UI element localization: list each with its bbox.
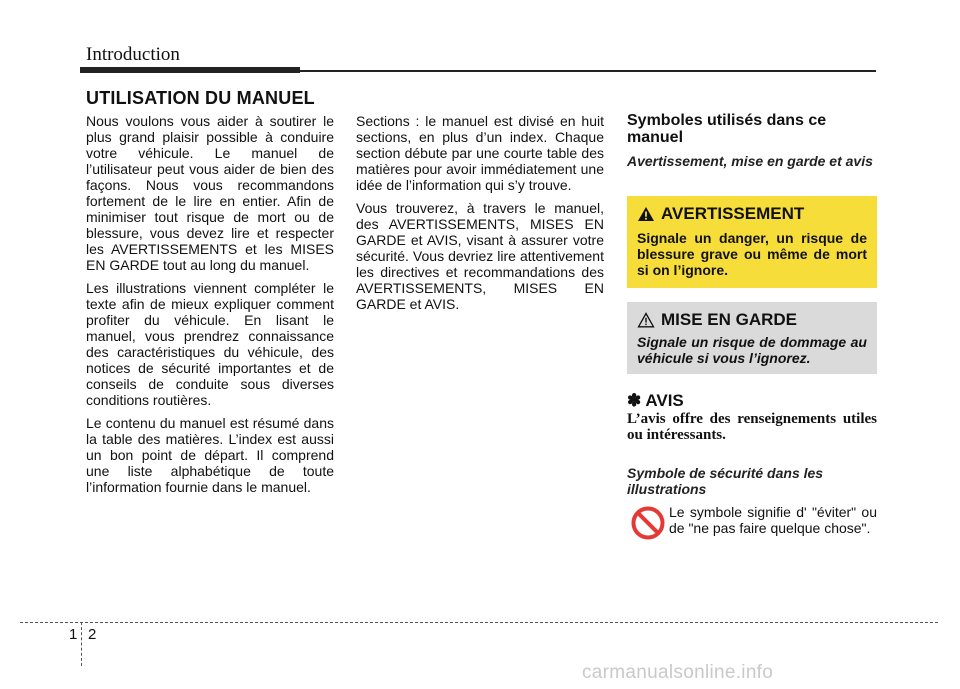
chapter-number: 1 [69, 626, 78, 643]
column-2 [356, 113, 604, 319]
caution-text: Signale un risque de dommage au véhicule si vous l’ignorez. [637, 334, 867, 366]
caution-header [637, 310, 867, 330]
warning-text: Signale un danger, un risque de blessure grave ou même de mort si on l’ignore. [637, 230, 867, 278]
warning-triangle-icon [637, 206, 655, 222]
paragraph: Les illustrations viennent compléter le texte afin de mieux expliquer comment profiter du véhicule. En lisant le manuel, vous prendrez connaissance des caractéristiques du véhicule, des notices de sécurité importantes et de conseils de conduite sous diverses conditions routières. [86, 280, 334, 408]
notice-title: ✽ AVIS [627, 391, 684, 410]
prohibition-icon [630, 505, 666, 541]
header-rule-thick [80, 67, 300, 73]
caution-title: MISE EN GARDE [661, 310, 798, 329]
header-rule-thin [300, 70, 876, 72]
caution-triangle-icon [637, 312, 655, 328]
symbols-subheading: Avertissement, mise en garde et avis [627, 153, 873, 169]
section-title: UTILISATION DU MANUEL [86, 88, 315, 108]
warning-box [627, 196, 877, 288]
paragraph: Nous voulons vous aider à soutirer le plus grand plaisir possible à conduire votre véhicule. Le manuel de l’utilisateur peut vous aider de bien des façons. Nous vous recommandons fortement de le lire en entier. Afin de minimiser tout risque de mort ou de blessure, vous devez lire et respecter les AVERTISSEMENTS et les MISES EN GARDE tout au long du manuel. [86, 113, 334, 273]
header-title: Introduction [86, 44, 180, 65]
caution-box [627, 302, 877, 374]
warning-title: AVERTISSEMENT [661, 204, 805, 223]
safety-symbol-subheading: Symbole de sécurité dans les illustrations [627, 465, 824, 497]
notice-text: L’avis offre des renseignements utiles ou intéressants. [627, 411, 877, 443]
paragraph: Sections : le manuel est divisé en huit sections, en plus d’un index. Chaque section débute par une courte table des matières pour avoir immédiatement une idée de l’information qui s’y trouve. [356, 113, 604, 193]
symbols-heading: Symboles utilisés dans ce manuel [627, 112, 827, 146]
column-1 [86, 113, 334, 502]
page-number: 2 [88, 626, 97, 643]
paragraph: Vous trouverez, à travers le manuel, des AVERTISSEMENTS, MISES EN GARDE et AVIS, visant à assurer votre sécurité. Vous devriez lire attentivement les directives et recommandations des AVERTISSEMENTS, MISES EN GARDE et AVIS. [356, 200, 604, 312]
footer-dashed-rule [20, 622, 938, 623]
footer-dashed-divider [81, 622, 82, 666]
watermark: carmanualsonline.info [582, 662, 774, 683]
safety-symbol-text: Le symbole signifie d' "éviter" ou de "ne pas faire quelque chose". [669, 504, 877, 536]
warning-header [637, 204, 867, 224]
paragraph: Le contenu du manuel est résumé dans la table des matières. L’index est aussi un bon point de départ. Il comprend une liste alphabétique de toute l’information fournie dans le manuel. [86, 415, 334, 495]
